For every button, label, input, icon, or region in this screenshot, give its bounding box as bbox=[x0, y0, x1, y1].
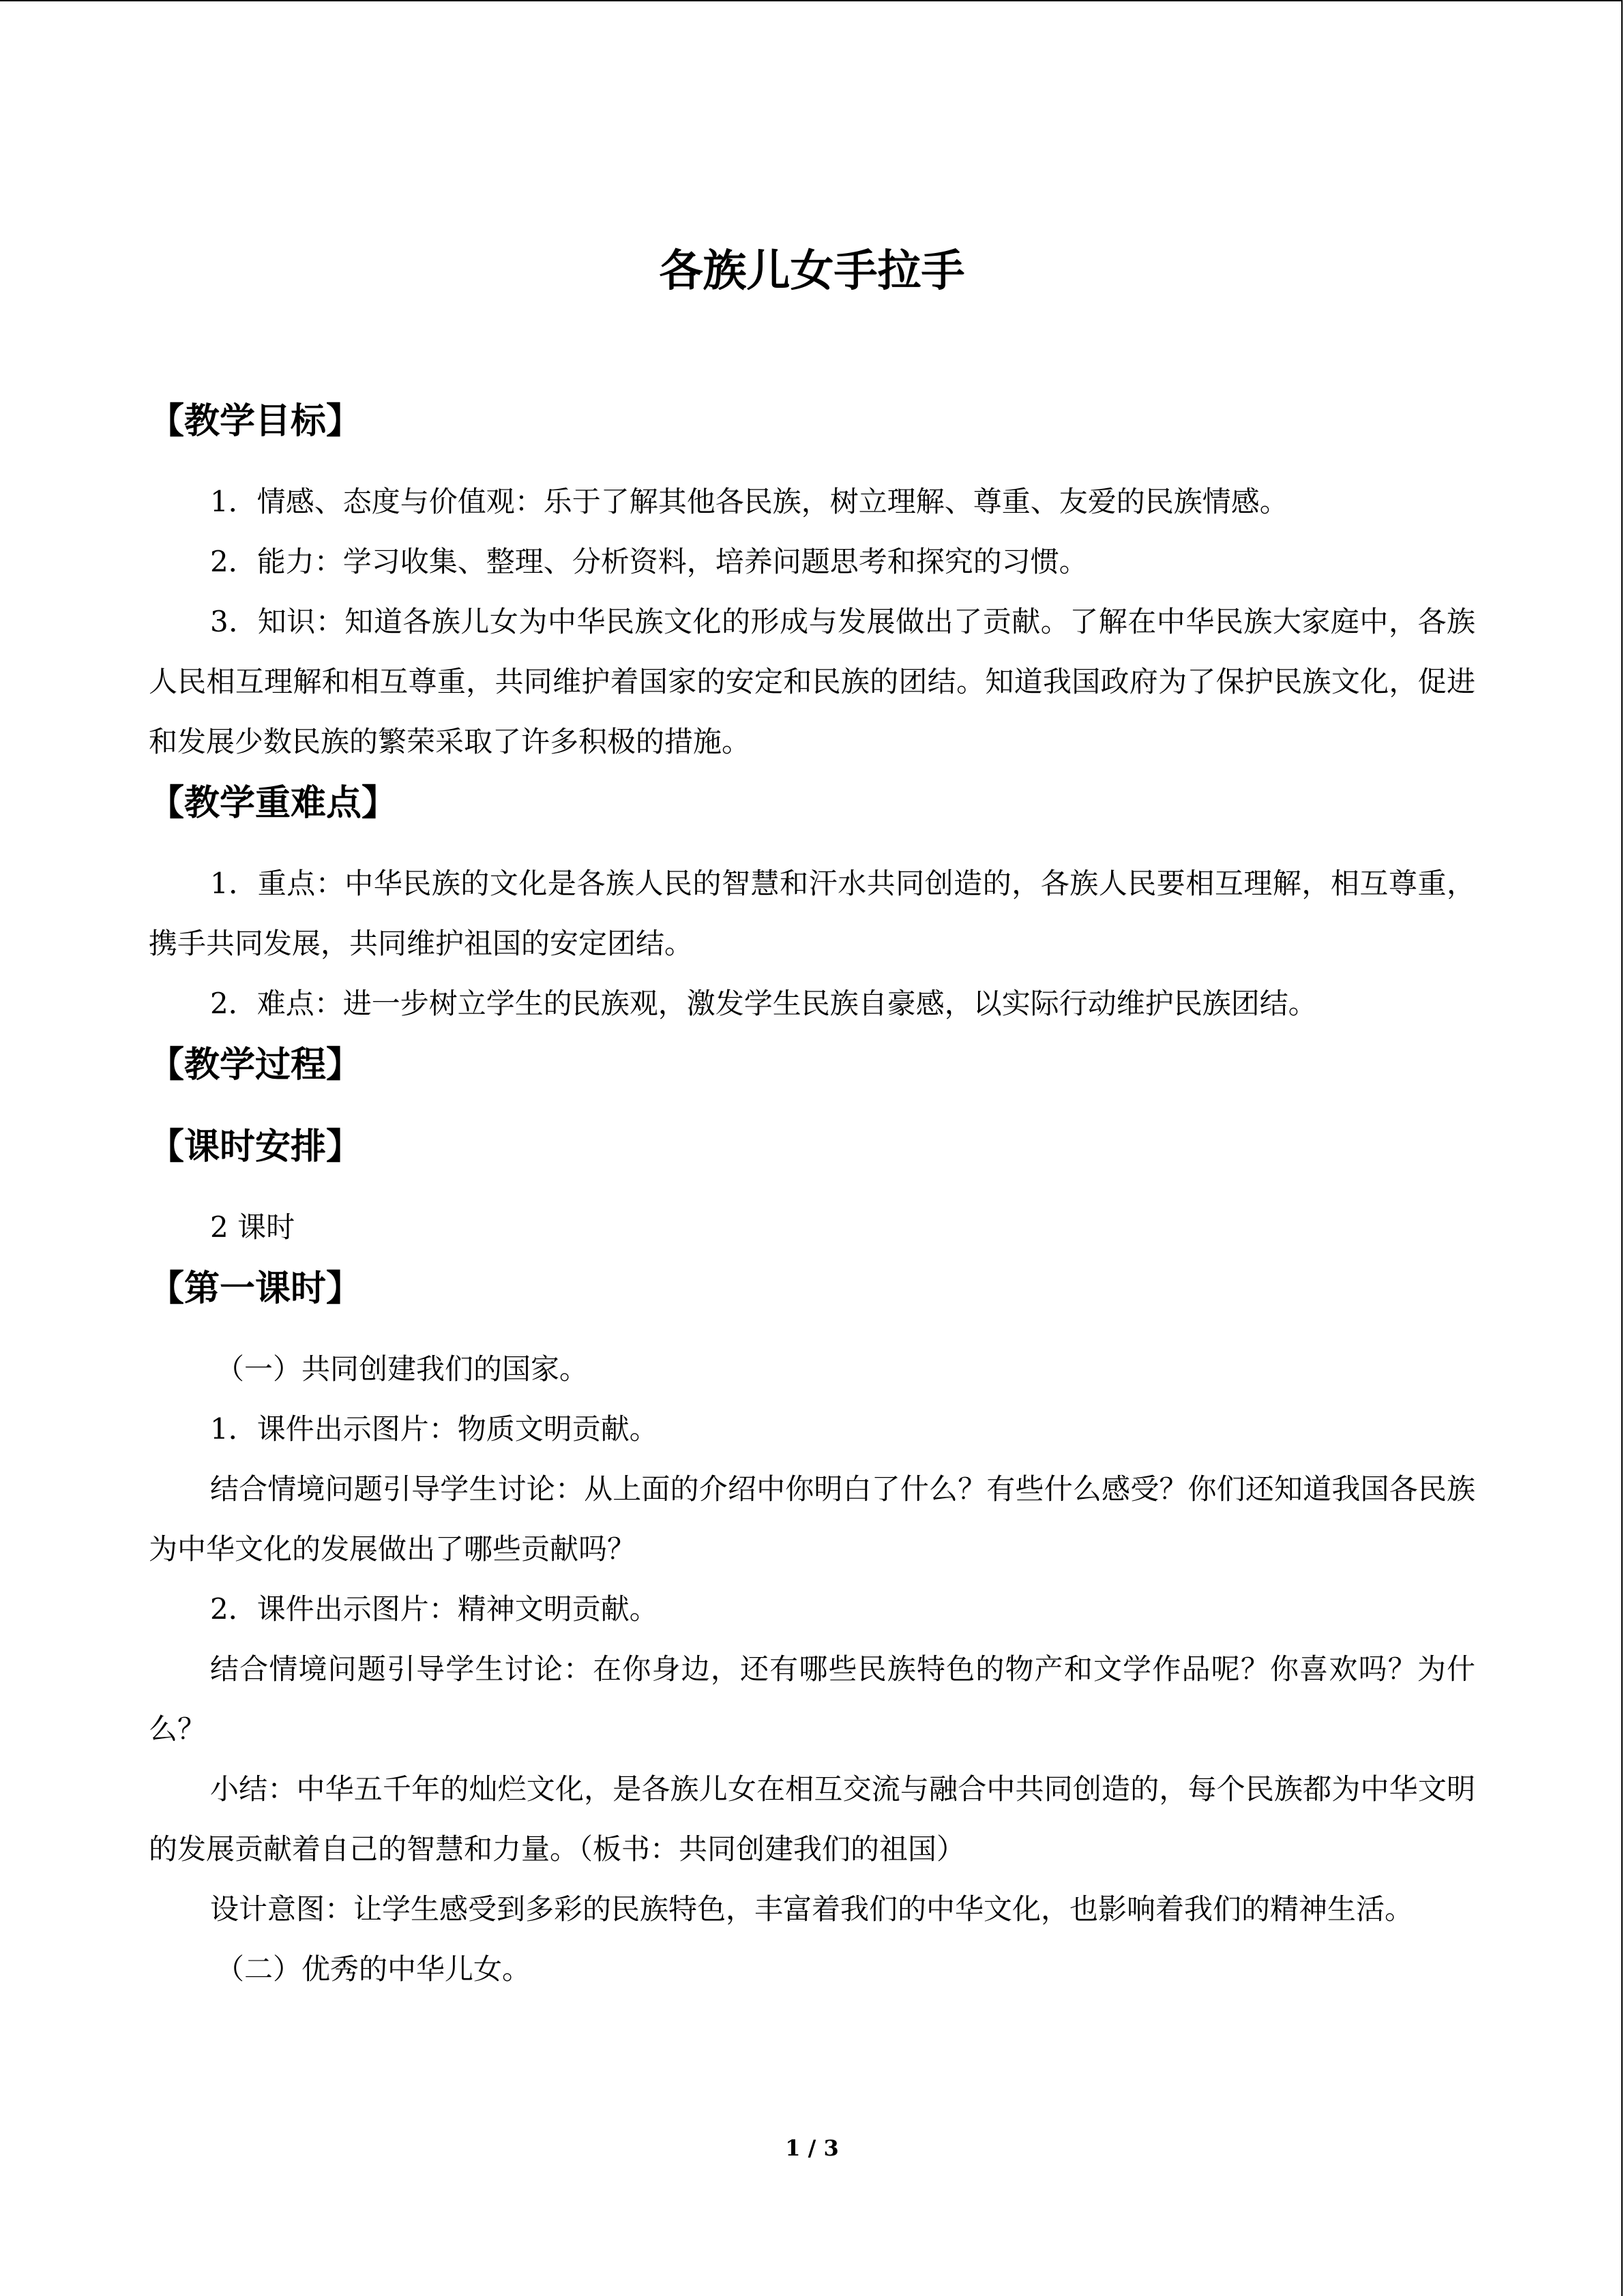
page-number: 1 / 3 bbox=[785, 2135, 839, 2161]
lesson-paragraph: 设计意图：让学生感受到多彩的民族特色，丰富着我们的中华文化，也影响着我们的精神生活。 bbox=[210, 1892, 1414, 1926]
section-heading-key-points: 【教学重难点】 bbox=[149, 783, 398, 824]
lesson-paragraph: 结合情境问题引导学生讨论：从上面的介绍中你明白了什么？有些什么感受？你们还知道我国各民族为中华文化的发展做出了哪些贡献吗？ bbox=[149, 1472, 1475, 1566]
key-point-paragraph: 1．重点：中华民族的文化是各族人民的智慧和汗水共同创造的，各族人民要相互理解，相互尊重，携手共同发展，共同维护祖国的安定团结。 bbox=[149, 867, 1475, 960]
lesson-paragraph: （一）共同创建我们的国家。 bbox=[216, 1352, 589, 1386]
objective-paragraph: 3．知识：知道各族儿女为中华民族文化的形成与发展做出了贡献。了解在中华民族大家庭中，各族人民相互理解和相互尊重，共同维护着国家的安定和民族的团结。知道我国政府为了保护民族文化，促进和发展少数民族的繁荣采取了许多积极的措施。 bbox=[149, 605, 1475, 758]
objective-paragraph: 2．能力：学习收集、整理、分析资料，培养问题思考和探究的习惯。 bbox=[210, 545, 1088, 578]
lesson-paragraph: 小结：中华五千年的灿烂文化，是各族儿女在相互交流与融合中共同创造的，每个民族都为中华文明的发展贡献着自己的智慧和力量。（板书：共同创建我们的祖国） bbox=[149, 1772, 1475, 1866]
document-title: 各族儿女手拉手 bbox=[659, 245, 965, 297]
document-body bbox=[149, 390, 1475, 1999]
schedule-paragraph: 2 课时 bbox=[210, 1210, 295, 1244]
objective-paragraph: 1．情感、态度与价值观：乐于了解其他各民族，树立理解、尊重、友爱的民族情感。 bbox=[210, 485, 1288, 518]
section-heading-schedule: 【课时安排】 bbox=[149, 1127, 362, 1167]
section-heading-first-lesson: 【第一课时】 bbox=[149, 1268, 362, 1309]
lesson-paragraph: 1．课件出示图片：物质文明贡献。 bbox=[210, 1412, 658, 1446]
section-heading-process: 【教学过程】 bbox=[149, 1045, 362, 1086]
lesson-paragraph: 结合情境问题引导学生讨论：在你身边，还有哪些民族特色的物产和文学作品呢？你喜欢吗？为什么？ bbox=[149, 1652, 1475, 1746]
section-heading-objectives: 【教学目标】 bbox=[149, 401, 362, 442]
lesson-paragraph: 2．课件出示图片：精神文明贡献。 bbox=[210, 1592, 658, 1626]
lesson-paragraph: （二）优秀的中华儿女。 bbox=[216, 1952, 531, 1986]
key-point-paragraph: 2．难点：进一步树立学生的民族观，激发学生民族自豪感，以实际行动维护民族团结。 bbox=[210, 987, 1317, 1020]
